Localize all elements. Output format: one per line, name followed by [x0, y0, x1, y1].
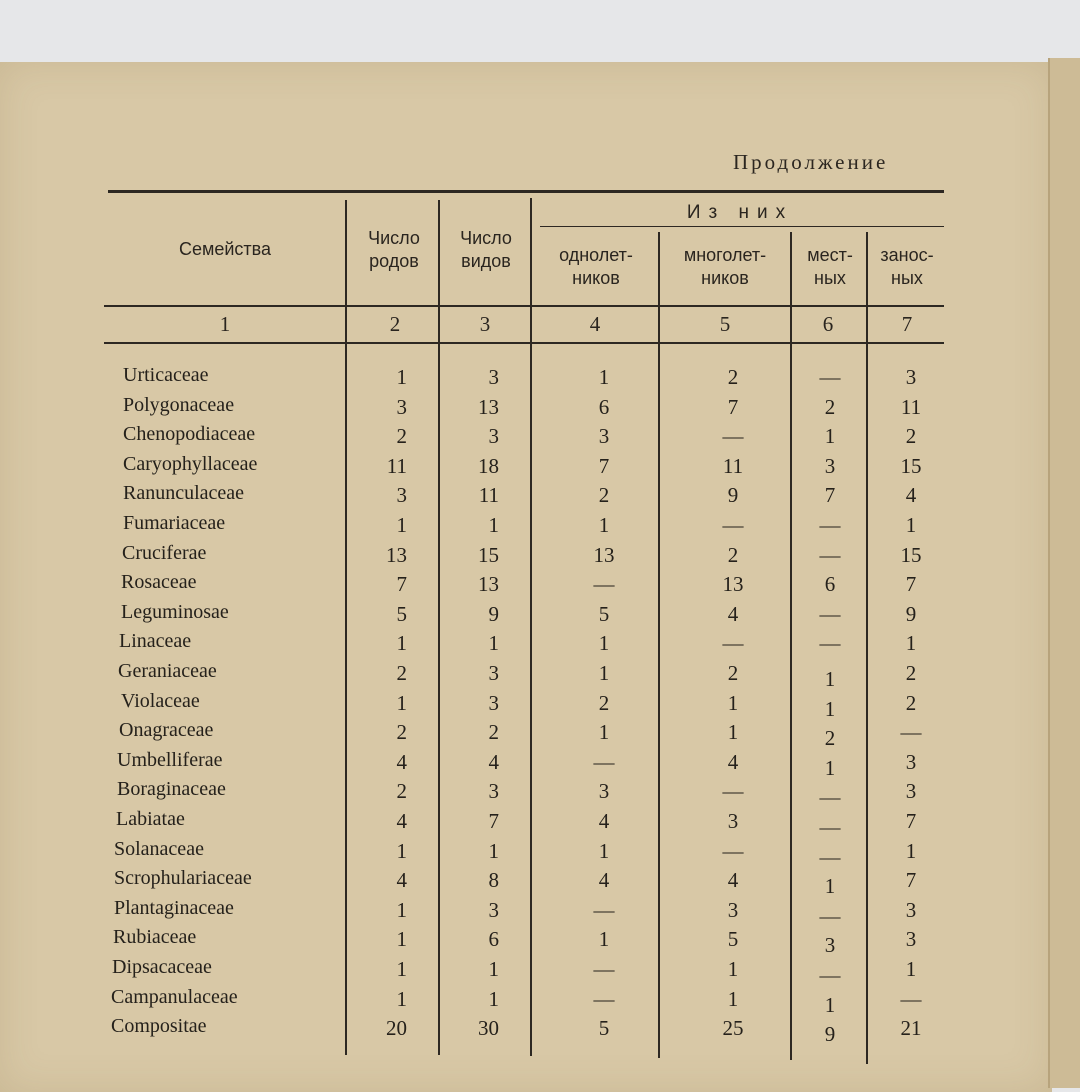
native-cell: —: [819, 844, 841, 869]
header-native-line2: ных: [814, 268, 846, 288]
species-cell: 13: [478, 394, 499, 419]
header-species-line1: Число: [460, 228, 512, 248]
genera-cell: 11: [386, 453, 407, 478]
species-cell: 9: [488, 601, 499, 626]
introduced-cell: 2: [905, 661, 917, 685]
native-cell: 1: [824, 667, 836, 691]
native-cell: 3: [824, 933, 836, 958]
genera-cell: 2: [396, 720, 407, 745]
family-name-cell: Umbelliferae: [117, 748, 223, 771]
introduced-cell: 3: [905, 779, 917, 804]
column-number-5: 5: [719, 312, 731, 336]
perennial-cell: 9: [727, 483, 739, 508]
header-family: Семейства: [178, 239, 272, 259]
annual-cell: 5: [598, 1016, 610, 1041]
native-cell: 2: [824, 726, 836, 751]
native-cell: —: [819, 815, 841, 839]
genera-cell: 2: [396, 779, 407, 804]
native-cell: 1: [824, 424, 836, 449]
introduced-cell: —: [900, 720, 922, 745]
introduced-cell: 7: [905, 809, 917, 833]
introduced-cell: 3: [905, 927, 917, 952]
numbers-bottom-rule: [104, 342, 944, 344]
species-cell: 3: [488, 897, 499, 922]
perennial-cell: —: [722, 779, 744, 804]
genera-cell: 5: [396, 601, 407, 626]
perennial-cell: 7: [727, 394, 739, 419]
genera-cell: 7: [396, 572, 407, 597]
perennial-cell: 4: [727, 601, 739, 626]
family-name-cell: Plantaginaceae: [114, 896, 234, 919]
perennial-cell: —: [722, 838, 744, 863]
annual-cell: —: [593, 897, 615, 922]
header-species-line2: видов: [461, 251, 511, 271]
perennial-cell: 25: [722, 1016, 744, 1041]
introduced-cell: 3: [905, 365, 917, 389]
annual-cell: 1: [598, 661, 610, 685]
native-cell: 1: [824, 874, 836, 899]
species-cell: 8: [488, 868, 499, 893]
annual-cell: 4: [598, 868, 610, 893]
header-genera: [350, 227, 438, 273]
annual-cell: 1: [598, 838, 610, 863]
annual-cell: 3: [598, 779, 610, 804]
species-cell: 4: [488, 749, 499, 774]
perennial-cell: 1: [727, 957, 739, 981]
species-cell: 3: [488, 779, 499, 804]
annual-cell: —: [593, 749, 615, 774]
perennial-cell: 11: [722, 453, 744, 478]
column-number-6: 6: [822, 312, 834, 336]
header-annual-line1: однолет-: [559, 245, 633, 265]
perennial-cell: 1: [727, 720, 739, 745]
introduced-cell: 1: [905, 513, 917, 537]
introduced-cell: 3: [905, 897, 917, 922]
perennial-cell: 4: [727, 749, 739, 774]
header-perennial: [662, 244, 788, 290]
genera-cell: 2: [396, 661, 407, 685]
header-introduced-line1: занос-: [880, 245, 934, 265]
header-genera-line1: Число: [368, 228, 420, 248]
annual-cell: 3: [598, 424, 610, 449]
next-page-edge: [1048, 58, 1080, 1088]
native-cell: —: [819, 631, 841, 656]
native-cell: 2: [824, 394, 836, 419]
genera-cell: 1: [396, 631, 407, 656]
perennial-cell: —: [722, 424, 744, 449]
family-name-cell: Dipsacaceae: [112, 956, 212, 978]
annual-cell: 6: [598, 394, 610, 419]
species-cell: 3: [488, 661, 499, 685]
introduced-cell: 9: [905, 601, 917, 626]
genera-cell: 1: [396, 986, 407, 1011]
annual-cell: 7: [598, 453, 610, 478]
genera-cell: 1: [396, 690, 407, 715]
column-number-3: 3: [479, 312, 491, 336]
header-genera-line2: родов: [369, 251, 419, 271]
family-name-cell: Leguminosae: [121, 600, 229, 623]
genera-cell: 1: [396, 365, 407, 389]
genera-cell: 1: [396, 957, 407, 981]
species-cell: 7: [488, 809, 499, 833]
family-name-cell: Urticaceae: [123, 364, 209, 386]
family-name-cell: Labiatae: [116, 808, 185, 830]
column-number-2: 2: [389, 312, 401, 336]
column-divider-1: [345, 200, 347, 1055]
column-divider-2: [438, 200, 440, 1055]
perennial-cell: 1: [727, 690, 739, 715]
introduced-cell: 4: [905, 483, 917, 508]
family-name-cell: Cruciferae: [122, 541, 207, 564]
perennial-cell: 2: [727, 365, 739, 389]
family-name-cell: Violaceae: [121, 689, 200, 712]
family-name-cell: Boraginaceae: [117, 778, 226, 801]
species-cell: 30: [478, 1016, 499, 1041]
introduced-cell: 7: [905, 572, 917, 597]
native-cell: 1: [824, 755, 836, 780]
introduced-cell: 1: [905, 957, 917, 981]
of-them-rule: [540, 226, 944, 227]
introduced-cell: 1: [905, 838, 917, 863]
introduced-cell: 3: [905, 749, 917, 774]
annual-cell: 5: [598, 601, 610, 626]
annual-cell: 1: [598, 365, 610, 389]
native-cell: 9: [824, 1022, 836, 1047]
genera-cell: 4: [396, 749, 407, 774]
header-species: [442, 227, 530, 273]
introduced-cell: 2: [905, 424, 917, 449]
column-divider-3: [530, 198, 532, 1056]
species-cell: 1: [488, 957, 499, 981]
column-number-4: 4: [589, 312, 601, 336]
native-cell: 6: [824, 572, 836, 597]
perennial-cell: —: [722, 631, 744, 656]
native-cell: 7: [824, 483, 836, 508]
perennial-cell: 2: [727, 542, 739, 567]
perennial-cell: 3: [727, 809, 739, 833]
column-number-7: 7: [901, 312, 913, 336]
annual-cell: 4: [598, 809, 610, 833]
species-cell: 15: [478, 542, 499, 567]
column-divider-6: [866, 232, 868, 1064]
genera-cell: 1: [396, 838, 407, 863]
header-annual-line2: ников: [572, 268, 620, 288]
annual-cell: —: [593, 572, 615, 597]
native-cell: —: [819, 601, 841, 626]
header-native-line1: мест-: [807, 245, 853, 265]
family-name-cell: Ranunculaceae: [123, 482, 245, 505]
annual-cell: —: [593, 986, 615, 1011]
annual-cell: 1: [598, 927, 610, 952]
column-divider-4: [658, 232, 660, 1058]
top-rule: [108, 190, 944, 193]
perennial-cell: 13: [722, 572, 744, 597]
native-cell: —: [819, 963, 841, 987]
family-name-cell: Rosaceae: [121, 571, 197, 594]
annual-cell: 13: [593, 542, 615, 567]
native-cell: —: [819, 513, 841, 537]
family-name-cell: Chenopodiaceae: [123, 423, 256, 446]
introduced-cell: 2: [905, 690, 917, 715]
column-number-1: 1: [219, 312, 231, 336]
species-cell: 11: [478, 483, 499, 508]
species-cell: 1: [488, 838, 499, 863]
family-name-cell: Caryophyllaceae: [123, 452, 258, 475]
genera-cell: 4: [396, 809, 407, 833]
header-introduced-line2: ных: [891, 268, 923, 288]
native-cell: —: [819, 903, 841, 928]
header-annual: [535, 244, 657, 290]
introduced-cell: 11: [900, 394, 922, 419]
genera-cell: 2: [396, 424, 407, 449]
native-cell: 1: [824, 992, 836, 1017]
genera-cell: 4: [396, 868, 407, 893]
family-name-cell: Compositae: [111, 1015, 207, 1038]
family-name-cell: Campanulaceae: [111, 985, 238, 1008]
annual-cell: 1: [598, 720, 610, 745]
header-perennial-line1: многолет-: [683, 245, 767, 265]
header-perennial-line2: ников: [701, 268, 749, 288]
genera-cell: 3: [396, 483, 407, 508]
perennial-cell: 3: [727, 897, 739, 922]
genera-cell: 20: [386, 1016, 407, 1041]
introduced-cell: 1: [905, 631, 917, 656]
column-divider-5: [790, 232, 792, 1060]
species-cell: 3: [488, 424, 499, 449]
species-cell: 1: [488, 513, 499, 537]
family-name-cell: Linaceae: [119, 630, 192, 653]
species-cell: 18: [478, 453, 499, 478]
annual-cell: 1: [598, 513, 610, 537]
introduced-cell: 7: [905, 868, 917, 893]
species-cell: 1: [488, 986, 499, 1011]
genera-cell: 1: [396, 927, 407, 952]
species-cell: 2: [488, 720, 499, 745]
annual-cell: —: [593, 957, 615, 981]
perennial-cell: —: [722, 513, 744, 537]
species-cell: 3: [488, 690, 499, 715]
family-name-cell: Polygonaceae: [123, 393, 235, 416]
introduced-cell: 15: [900, 542, 922, 567]
genera-cell: 1: [396, 513, 407, 537]
header-introduced: [869, 244, 945, 290]
header-native: [794, 244, 866, 290]
family-name-cell: Onagraceae: [119, 719, 214, 742]
native-cell: —: [819, 365, 841, 389]
introduced-cell: 21: [900, 1016, 922, 1041]
species-cell: 13: [478, 572, 499, 597]
species-cell: 6: [488, 927, 499, 952]
family-name-cell: Solanaceae: [114, 837, 204, 860]
native-cell: —: [819, 542, 841, 567]
family-name-cell: Geraniaceae: [118, 660, 217, 682]
native-cell: 3: [824, 453, 836, 478]
genera-cell: 3: [396, 394, 407, 419]
introduced-cell: 15: [900, 453, 922, 478]
species-cell: 1: [488, 631, 499, 656]
perennial-cell: 5: [727, 927, 739, 952]
family-name-cell: Rubiaceae: [113, 926, 197, 949]
table-continuation-caption: Продолжение: [733, 150, 889, 174]
header-bottom-rule: [104, 305, 944, 307]
perennial-cell: 4: [727, 868, 739, 893]
annual-cell: 2: [598, 483, 610, 508]
perennial-cell: 1: [727, 986, 739, 1011]
perennial-cell: 2: [727, 661, 739, 685]
introduced-cell: —: [900, 986, 922, 1011]
header-of-them: Из них: [686, 202, 794, 223]
annual-cell: 2: [598, 690, 610, 715]
native-cell: —: [819, 785, 841, 810]
annual-cell: 1: [598, 631, 610, 656]
family-name-cell: Fumariaceae: [123, 512, 226, 534]
genera-cell: 1: [396, 897, 407, 922]
genera-cell: 13: [386, 542, 407, 567]
family-name-cell: Scrophulariaceae: [114, 867, 252, 890]
native-cell: 1: [824, 696, 836, 721]
species-cell: 3: [488, 365, 499, 389]
